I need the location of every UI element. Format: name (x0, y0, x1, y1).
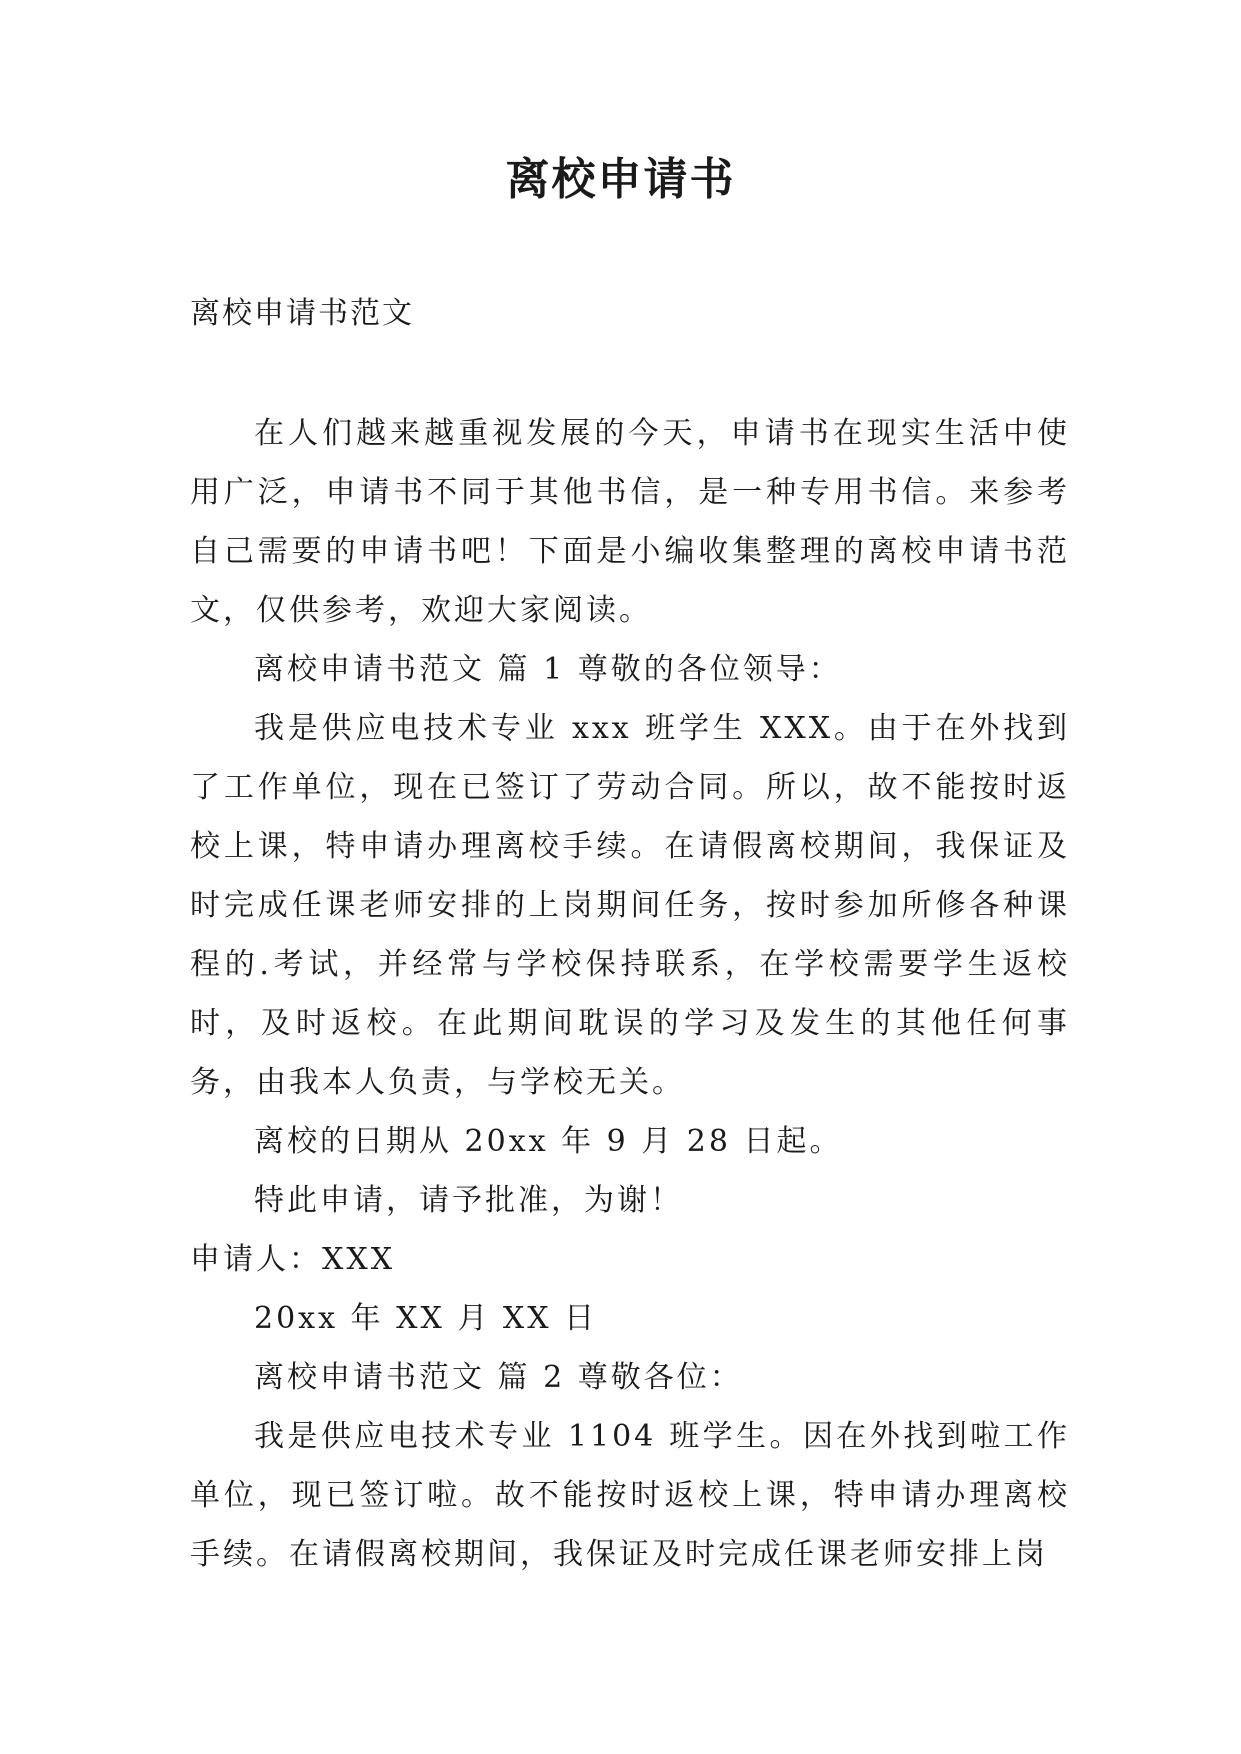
sample-1-signature-date: 20xx 年 XX 月 XX 日 (254, 1301, 598, 1336)
sample-1-closing: 特此申请，请予批准，为谢！ (254, 1183, 683, 1218)
sample-1-date-line: 离校的日期从 20xx 年 9 月 28 日起。 (254, 1124, 843, 1159)
sample-1-body: 我是供应电技术专业 xxx 班学生 XXX。由于在外找到了工作单位，现在已签订了劳动合同。所以，故不能按时返校上课，特申请办理离校手续。在请假离校期间，我保证及时完成任课老师安排的上岗期间任务，按时参加所修各种课程的.考试，并经常与学校保持联系，在学校需要学生返校时，及时返校。在此期间耽误的学习及发生的其他任何事务，由我本人负责，与学校无关。 (190, 711, 1070, 1100)
document-subtitle: 离校申请书范文 (190, 296, 414, 331)
document-body (190, 404, 1070, 1584)
intro-paragraph: 在人们越来越重视发展的今天，申请书在现实生活中使用广泛，申请书不同于其他书信，是一种专用书信。来参考自己需要的申请书吧！下面是小编收集整理的离校申请书范文，仅供参考，欢迎大家阅读。 (190, 416, 1070, 628)
sample-2-heading: 离校申请书范文 篇 2 尊敬各位： (254, 1360, 743, 1395)
sample-1-applicant: 申请人：XXX (190, 1242, 396, 1277)
sample-2-body: 我是供应电技术专业 1104 班学生。因在外找到啦工作单位，现已签订啦。故不能按时返校上课，特申请办理离校手续。在请假离校期间，我保证及时完成任课老师安排上岗 (190, 1419, 1070, 1572)
sample-1-heading: 离校申请书范文 篇 1 尊敬的各位领导： (254, 652, 842, 687)
document-title: 离校申请书 (505, 154, 736, 205)
